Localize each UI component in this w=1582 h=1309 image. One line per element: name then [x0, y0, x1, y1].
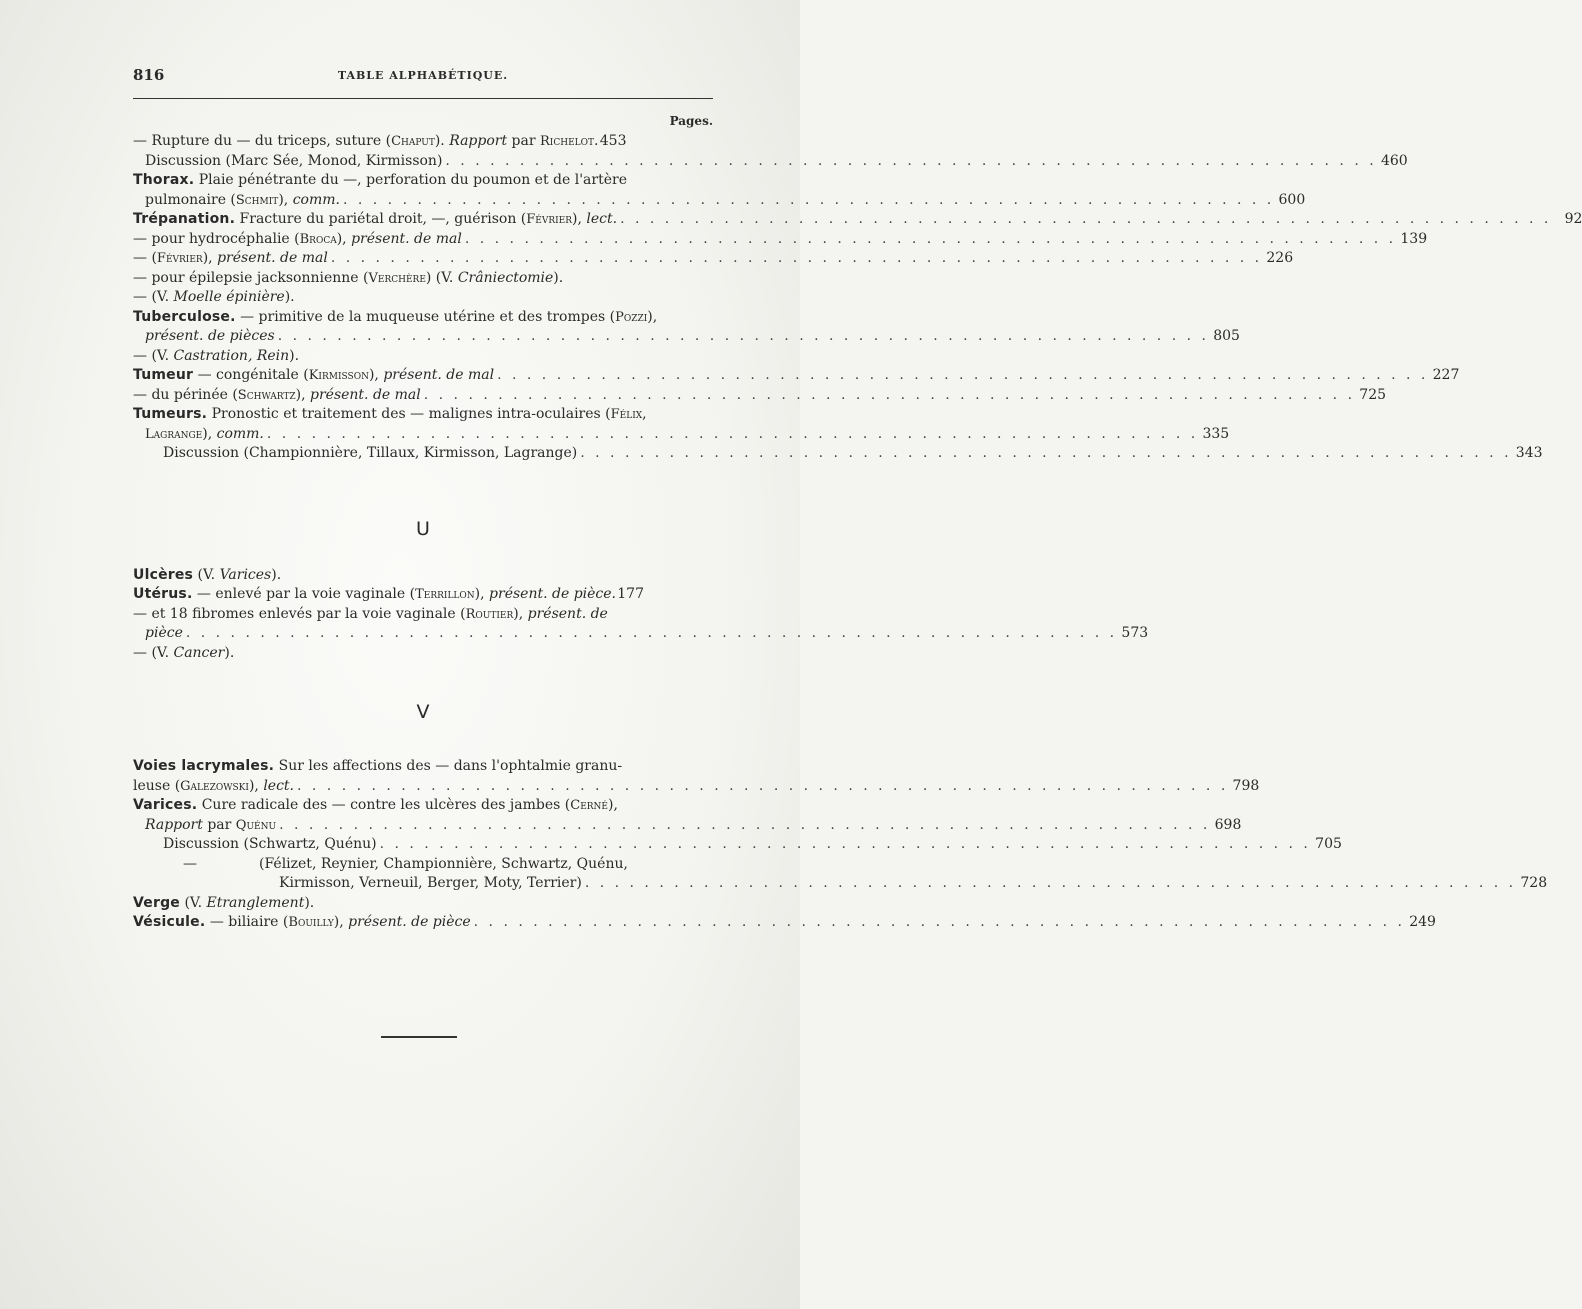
page-ref: 343 [1515, 445, 1543, 461]
index-entry: — pour hydrocéphalie (Broca), présent. de mal . . . 139 [133, 230, 713, 250]
page-ref: 453 [599, 133, 627, 149]
index-entry: présent. de pièces . . . 805 [133, 327, 713, 347]
index-heading-entry: Verge (V. Etranglement). [133, 894, 315, 911]
page-ref: 460 [1380, 152, 1408, 169]
page-ref: 335 [1202, 425, 1230, 442]
page-ref: 798 [1232, 777, 1260, 794]
index-entry: — du périnée (Schwartz), présent. de mal . . . 725 [133, 386, 713, 406]
index-heading-entry: Utérus. — enlevé par la voie vaginale (Terrillon), présent. de pièce. 177 [133, 585, 713, 605]
index-heading-entry: Tuberculose. — primitive de la muqueuse utérine et des trompes (Pozzi), [133, 308, 658, 325]
page-ref: 573 [1121, 625, 1149, 641]
pages-column-label: Pages. [669, 114, 713, 128]
page-ref: 600 [1278, 191, 1306, 208]
page-ref: 227 [1432, 367, 1460, 383]
page-ref: 728 [1520, 875, 1548, 891]
index-entry: — (V. Castration, Rein). [133, 347, 300, 364]
page-ref: 226 [1266, 250, 1294, 266]
index-entry: Discussion (Championnière, Tillaux, Kirmisson, Lagrange) . . . 343 [133, 444, 713, 464]
running-head [133, 66, 713, 90]
index-entry: — et 18 fibromes enlevés par la voie vaginale (Routier), présent. de [133, 605, 608, 622]
index-entry: Rapport par Quénu . . . 698 [133, 816, 713, 836]
index-heading-entry: Tumeur — congénitale (Kirmisson), présent. de mal . . . 227 [133, 366, 713, 386]
section-letter-u: U [416, 517, 430, 540]
page-number: 816 [133, 66, 165, 84]
page-ref: 177 [617, 586, 644, 602]
page-ref: 725 [1359, 386, 1387, 403]
index-entry: — (V. Moelle épinière). [133, 289, 295, 305]
page-ref: 705 [1315, 836, 1342, 852]
index-heading-entry: Trépanation. Fracture du pariétal droit, —, guérison (Février), lect. . . . 92 [133, 210, 713, 230]
page-ref: 249 [1409, 914, 1436, 930]
index-entry: — (Février), présent. de mal . . . 226 [133, 249, 713, 269]
page-ref: 139 [1400, 230, 1428, 247]
page-ref: 698 [1214, 816, 1242, 833]
section-letter-v: V [416, 701, 430, 723]
index-entry: Discussion (Schwartz, Quénu) . . . 705 [133, 835, 713, 855]
index-content [133, 112, 1582, 933]
index-entry: pièce . . . 573 [133, 624, 713, 644]
page-ref: 805 [1213, 328, 1240, 344]
index-entry: — pour épilepsie jacksonnienne (Verchère) (V. Crâniectomie). [133, 269, 564, 286]
index-entry: — Rupture du — du triceps, suture (Chaput). Rapport par Richelot. 453 [133, 132, 713, 152]
index-entry: Lagrange), comm. . . . 335 [133, 425, 713, 445]
index-entry: Discussion (Marc Sée, Monod, Kirmisson) . . . 460 [133, 152, 713, 172]
index-heading-entry: Ulcères (V. Varices). [133, 566, 282, 583]
index-entry: — (Félizet, Reynier, Championnière, Schwartz, Quénu, [183, 855, 628, 872]
index-heading-entry: Vésicule. — biliaire (Bouilly), présent. de pièce . . . 249 [133, 913, 713, 933]
index-heading-entry: Tumeurs. Pronostic et traitement des — malignes intra-oculaires (Félix, [133, 406, 647, 422]
index-heading-entry: Voies lacrymales. Sur les affections des — dans l'ophtalmie granu- [133, 758, 623, 774]
index-entry: — (V. Cancer). [133, 644, 235, 661]
running-title: TABLE ALPHABÉTIQUE. [337, 69, 509, 82]
index-entry: leuse (Galezowski), lect. . . . 798 [133, 777, 713, 797]
index-entry: pulmonaire (Schmit), comm. . . . 600 [133, 191, 713, 211]
header-rule [133, 98, 713, 99]
end-rule [381, 1036, 457, 1038]
index-heading-entry: Thorax. Plaie pénétrante du —, perforation du poumon et de l'artère [133, 172, 627, 188]
page-ref: 92 [1564, 211, 1582, 227]
index-heading-entry: Varices. Cure radicale des — contre les ulcères des jambes (Cerné), [133, 797, 618, 813]
index-entry: Kirmisson, Verneuil, Berger, Moty, Terrier) . . . 728 [133, 874, 713, 894]
